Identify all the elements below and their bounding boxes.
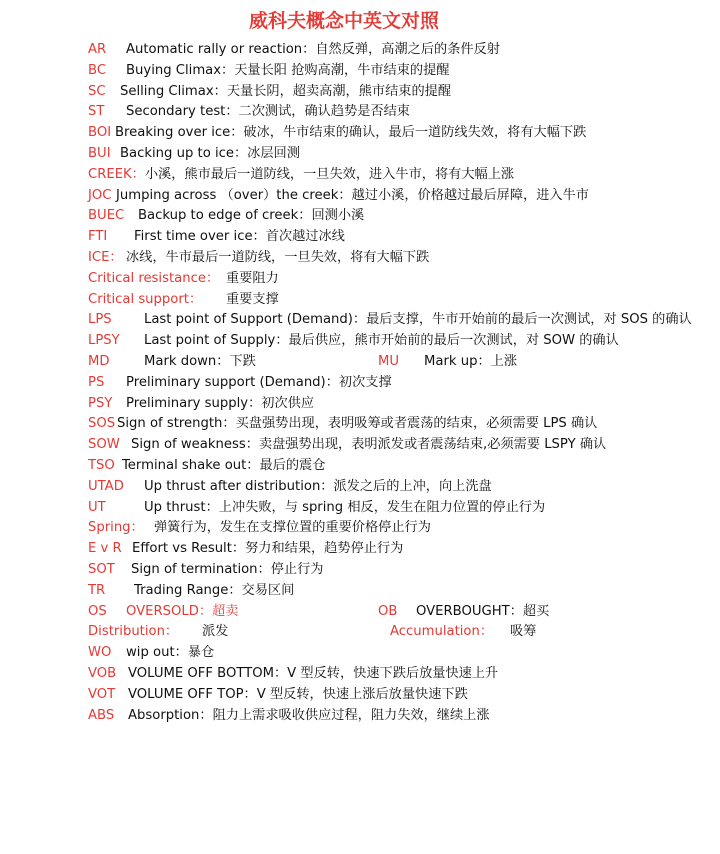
def-md: Mark down：下跌 bbox=[144, 353, 256, 369]
glossary-entry-os bbox=[88, 602, 378, 623]
glossary-entry-lpsy bbox=[88, 331, 700, 352]
abbr-sc: SC bbox=[88, 83, 106, 99]
def-ut: Up thrust：上冲失败，与 spring 相反，发生在阻力位置的停止行为 bbox=[144, 499, 546, 515]
glossary-entry-fti bbox=[88, 227, 700, 248]
def-distribution: 派发 bbox=[202, 624, 229, 640]
glossary-entry-lps bbox=[88, 310, 700, 331]
glossary-entry-sot bbox=[88, 560, 700, 581]
abbr-critical-support: Critical support： bbox=[88, 291, 203, 307]
def-bc: Buying Climax：天量长阳 抢购高潮，牛市结束的提醒 bbox=[126, 62, 450, 78]
abbr-os: OS bbox=[88, 603, 107, 619]
glossary-entry-sow bbox=[88, 435, 700, 456]
glossary-entry-vob bbox=[88, 664, 700, 685]
def-ar: Automatic rally or reaction：自然反弹，高潮之后的条件反射 bbox=[126, 42, 500, 57]
abbr-vot: VOT bbox=[88, 686, 116, 702]
abbr-ut: UT bbox=[88, 499, 106, 515]
glossary-entry-st bbox=[88, 102, 700, 123]
glossary-entry-joc bbox=[88, 186, 700, 207]
abbr-psy: PSY bbox=[88, 395, 113, 411]
glossary-entry-ob bbox=[378, 602, 549, 623]
abbr-ps: PS bbox=[88, 374, 105, 390]
abbr-fti: FTI bbox=[88, 229, 108, 245]
glossary-entry-critical-resistance bbox=[88, 269, 700, 290]
glossary-entry-psy bbox=[88, 394, 700, 415]
def-psy: Preliminary supply：初次供应 bbox=[126, 395, 315, 411]
def-critical-resistance: 重要阻力 bbox=[226, 270, 279, 286]
glossary-entry-sc bbox=[88, 82, 700, 103]
abbr-critical-resistance: Critical resistance： bbox=[88, 270, 220, 286]
def-lpsy: Last point of Supply：最后供应，熊市开始前的最后一次测试，对 SOW 的确认 bbox=[144, 333, 619, 349]
glossary-list bbox=[88, 40, 700, 726]
abbr-lpsy: LPSY bbox=[88, 333, 120, 349]
abbr-buec: BUEC bbox=[88, 208, 125, 224]
glossary-entry-creek bbox=[88, 165, 700, 186]
abbr-sot: SOT bbox=[88, 561, 115, 577]
def-wo: wip out：暴仓 bbox=[126, 645, 215, 661]
def-creek: 小溪，熊市最后一道防线，一旦失效，进入牛市，将有大幅上涨 bbox=[144, 166, 515, 182]
glossary-entry-distribution-accumulation bbox=[88, 622, 700, 643]
abbr-boi: BOI bbox=[88, 125, 112, 141]
abbr-bui: BUI bbox=[88, 145, 111, 161]
glossary-entry-abs bbox=[88, 706, 700, 727]
def-evr: Effort vs Result：努力和结果，趋势停止行为 bbox=[132, 541, 404, 557]
glossary-entry-wo bbox=[88, 643, 700, 664]
glossary-entry-boi bbox=[88, 123, 700, 144]
def-ob: OVERBOUGHT：超买 bbox=[416, 603, 550, 619]
glossary-entry-spring bbox=[88, 518, 700, 539]
def-sc: Selling Climax：天量长阴，超卖高潮，熊市结束的提醒 bbox=[120, 83, 452, 99]
abbr-st: ST bbox=[88, 104, 105, 120]
abbr-mu: MU bbox=[378, 353, 400, 369]
glossary-entry-mu bbox=[378, 352, 517, 373]
abbr-md: MD bbox=[88, 353, 110, 369]
abbr-distribution: Distribution： bbox=[88, 624, 179, 640]
def-os: OVERSOLD：超卖 bbox=[126, 603, 239, 619]
def-ps: Preliminary support (Demand)：初次支撑 bbox=[126, 374, 392, 390]
abbr-joc: JOC bbox=[88, 187, 112, 203]
def-tr: Trading Range：交易区间 bbox=[134, 582, 295, 598]
glossary-entry-evr bbox=[88, 539, 700, 560]
glossary-entry-ps bbox=[88, 373, 700, 394]
glossary-entry-ar bbox=[88, 40, 700, 61]
abbr-abs: ABS bbox=[88, 707, 115, 723]
abbr-wo: WO bbox=[88, 645, 112, 661]
def-mu: Mark up：上涨 bbox=[424, 353, 518, 369]
glossary-entry-bui bbox=[88, 144, 700, 165]
def-vob: VOLUME OFF BOTTOM：V 型反转，快速下跌后放量快速上升 bbox=[128, 665, 499, 681]
abbr-evr: E v R bbox=[88, 541, 122, 557]
glossary-entry-buec bbox=[88, 206, 700, 227]
abbr-vob: VOB bbox=[88, 665, 117, 681]
abbr-lps: LPS bbox=[88, 312, 112, 328]
def-lps: Last point of Support (Demand)：最后支撑，牛市开始前的最后一次测试，对 SOS 的确认 bbox=[144, 312, 692, 328]
def-accumulation: 吸筹 bbox=[510, 624, 537, 640]
def-joc: Jumping across （over）the creek：越过小溪，价格越过最后屏障，进入牛市 bbox=[116, 187, 589, 203]
glossary-entry-md-mu bbox=[88, 352, 700, 373]
abbr-spring: Spring： bbox=[88, 520, 144, 536]
def-sos: Sign of strength：买盘强势出现，表明吸筹或者震荡的结束，必须需要 LPS 确认 bbox=[117, 416, 598, 432]
def-sot: Sign of termination：停止行为 bbox=[131, 561, 324, 577]
def-critical-support: 重要支撑 bbox=[226, 291, 279, 307]
def-bui: Backing up to ice：冰层回测 bbox=[120, 145, 300, 161]
def-abs: Absorption：阻力上需求吸收供应过程，阻力失效，继续上涨 bbox=[128, 707, 490, 723]
glossary-entry-tr bbox=[88, 581, 700, 602]
glossary-entry-critical-support bbox=[88, 290, 700, 311]
glossary-entry-os-ob bbox=[88, 602, 700, 623]
glossary-entry-ice bbox=[88, 248, 700, 269]
glossary-entry-distribution bbox=[88, 622, 390, 643]
glossary-entry-tso bbox=[88, 456, 700, 477]
glossary-entry-utad bbox=[88, 477, 700, 498]
abbr-creek: CREEK： bbox=[88, 166, 145, 182]
glossary-entry-vot bbox=[88, 685, 700, 706]
abbr-ob: OB bbox=[378, 603, 398, 619]
def-utad: Up thrust after distribution：派发之后的上冲，向上洗盘 bbox=[144, 478, 492, 494]
def-spring: 弹簧行为，发生在支撑位置的重要价格停止行为 bbox=[154, 520, 431, 536]
def-boi: Breaking over ice：破冰，牛市结束的确认，最后一道防线失效，将有大幅下跌 bbox=[115, 125, 587, 141]
abbr-ice: ICE： bbox=[88, 249, 123, 265]
abbr-tso: TSO bbox=[88, 457, 115, 473]
def-fti: First time over ice：首次越过冰线 bbox=[134, 229, 345, 245]
def-vot: VOLUME OFF TOP：V 型反转，快速上涨后放量快速下跌 bbox=[128, 686, 468, 702]
glossary-entry-ut bbox=[88, 498, 700, 519]
def-sow: Sign of weakness：卖盘强势出现，表明派发或者震荡结束,必须需要 LSPY 确认 bbox=[131, 437, 607, 453]
glossary-entry-bc bbox=[88, 61, 700, 82]
def-ice: 冰线，牛市最后一道防线，一旦失效，将有大幅下跌 bbox=[126, 249, 430, 265]
glossary-entry-sos bbox=[88, 414, 700, 435]
abbr-accumulation: Accumulation： bbox=[390, 624, 494, 640]
abbr-sos: SOS bbox=[88, 416, 116, 432]
def-st: Secondary test：二次测试，确认趋势是否结束 bbox=[126, 104, 410, 120]
glossary-entry-accumulation bbox=[390, 622, 536, 643]
def-tso: Terminal shake out：最后的震仓 bbox=[122, 457, 326, 473]
abbr-ar: AR bbox=[88, 42, 107, 57]
abbr-sow: SOW bbox=[88, 437, 120, 453]
def-buec: Backup to edge of creek：回测小溪 bbox=[138, 208, 365, 224]
abbr-utad: UTAD bbox=[88, 478, 124, 494]
glossary-entry-md bbox=[88, 352, 378, 373]
abbr-bc: BC bbox=[88, 62, 107, 78]
abbr-tr: TR bbox=[88, 582, 106, 598]
document-title: 威科夫概念中英文对照 bbox=[248, 10, 439, 32]
